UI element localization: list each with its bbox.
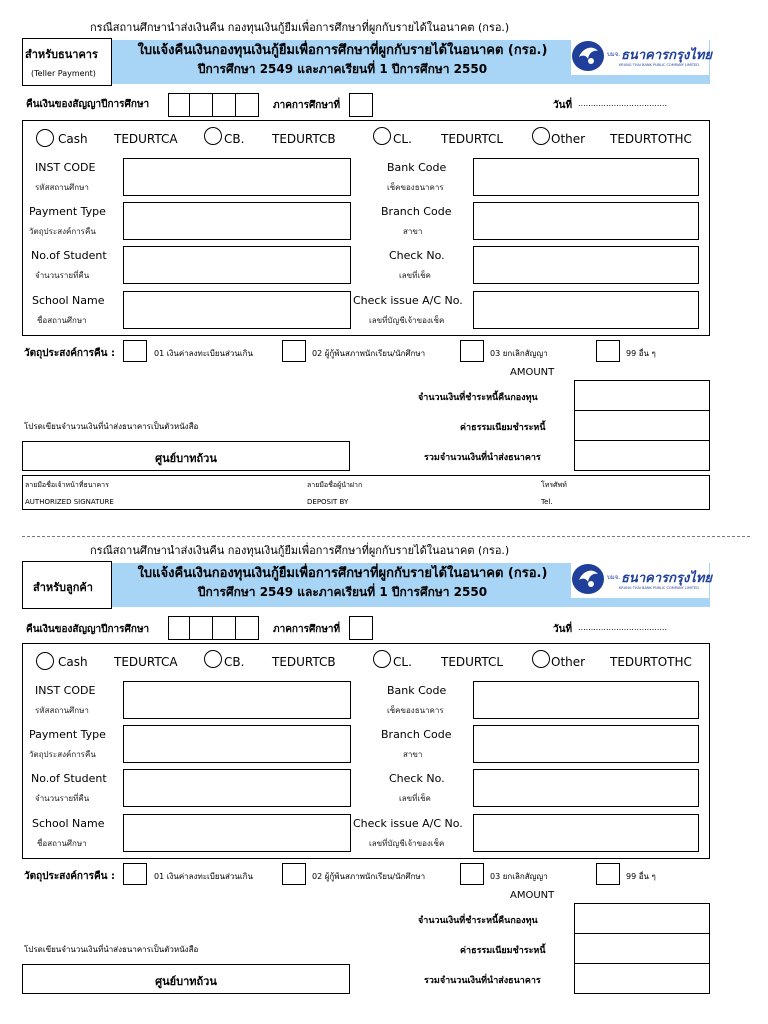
bank-logo [571,37,713,75]
purpose-label: วัตถุประสงค์การคืน : [24,348,115,359]
payment-type-input[interactable] [123,202,351,240]
check-no-th: เลขที่เช็ค [399,794,431,803]
school-name-th: ชื่อสถานศึกษา [37,839,87,848]
form-subtitle: ปีการศึกษา 2549 และภาคเรียนที่ 1 ปีการศึกษา 2550 [197,585,488,599]
details-box [22,120,710,336]
amount-row-2-input[interactable] [574,410,710,441]
no-of-student-input[interactable] [123,769,351,807]
contract-year-digit-3[interactable] [212,616,236,640]
option-cl-label: CL. [393,655,412,669]
check-no-input[interactable] [473,246,699,284]
branch-code-label: Branch Code [381,205,452,218]
amount-in-words: ศูนย์บาทถ้วน [155,452,217,465]
option-other-label: Other [551,655,586,669]
payment-type-th: วัตถุประสงค์การคืน [29,227,96,236]
sig-bank-en: AUTHORIZED SIGNATURE [25,498,114,506]
no-of-student-th: จำนวนรายที่คืน [35,271,90,280]
contract-year-label: คืนเงินของสัญญาปีการศึกษา [26,99,150,110]
branch-code-input[interactable] [473,725,699,763]
bank-code-input[interactable] [473,158,699,196]
write-words-note: โปรดเขียนจำนวนเงินที่นำส่งธนาคารเป็นตัวหนังสือ [24,945,199,954]
amount-row-2-input[interactable] [574,933,710,964]
bank-prefix: บมจ. [607,51,621,58]
semester-label: ภาคการศึกษาที่ [273,624,341,635]
school-name-label: School Name [32,294,105,307]
purpose-03-label: 03 ยกเลิกสัญญา [490,872,548,881]
school-name-label: School Name [32,817,105,830]
contract-year-digit-1[interactable] [168,93,190,117]
amount-row-3-label: รวมจำนวนเงินที่นำส่งธนาคาร [424,453,541,463]
option-cash-code: TEDURTCA [114,655,178,669]
purpose-99-checkbox[interactable] [596,863,620,885]
purpose-99-label: 99 อื่น ๆ [626,349,656,358]
contract-year-digit-3[interactable] [212,93,236,117]
no-of-student-input[interactable] [123,246,351,284]
bank-code-label: Bank Code [387,161,447,174]
bank-prefix: บมจ. [607,574,621,581]
date-label: วันที่ [553,100,573,111]
option-cash-code: TEDURTCA [114,132,178,146]
option-other-code: TEDURTOTHC [610,655,692,669]
inst-code-th: รหัสสถานศึกษา [35,706,89,715]
radio-cl[interactable] [373,127,391,145]
purpose-99-checkbox[interactable] [596,340,620,362]
check-ac-th: เลขที่บัญชีเจ้าของเช็ค [369,839,445,848]
contract-year-label: คืนเงินของสัญญาปีการศึกษา [26,624,150,635]
option-cl-label: CL. [393,132,412,146]
radio-cash[interactable] [36,129,54,147]
purpose-01-label: 01 เงินค่าลงทะเบียนส่วนเกิน [154,349,253,358]
semester-box[interactable] [349,93,373,117]
form-title: ใบแจ้งคืนเงินกองทุนเงินกู้ยืมเพื่อการศึกษาที่ผูกกับรายได้ในอนาคต (กรอ.) [137,43,548,58]
bank-code-th: เช็คของธนาคาร [387,183,444,192]
purpose-02-checkbox[interactable] [282,340,306,362]
branch-code-label: Branch Code [381,728,452,741]
amount-row-2-label: ค่าธรรมเนียมชำระหนี้ [460,946,546,956]
inst-code-label: INST CODE [35,161,96,174]
form-title: ใบแจ้งคืนเงินกองทุนเงินกู้ยืมเพื่อการศึกษาที่ผูกกับรายได้ในอนาคต (กรอ.) [137,566,548,581]
tel-en: Tel. [541,498,553,506]
payment-type-th: วัตถุประสงค์การคืน [29,750,96,759]
amount-row-1-label: จำนวนเงินที่ชำระหนี้คืนกองทุน [418,393,538,403]
check-ac-label: Check issue A/C No. [353,294,463,307]
branch-code-input[interactable] [473,202,699,240]
purpose-02-label: 02 ผู้กู้พ้นสภาพนักเรียน/นักศึกษา [312,872,426,881]
inst-code-input[interactable] [123,681,351,719]
no-of-student-th: จำนวนรายที่คืน [35,794,90,803]
school-name-input[interactable] [123,291,351,329]
amount-label: AMOUNT [510,890,555,901]
amount-row-3-input[interactable] [574,440,710,471]
purpose-03-label: 03 ยกเลิกสัญญา [490,349,548,358]
option-cb-label: CB. [224,132,245,146]
slip-heading: กรณีสถานศึกษานำส่งเงินคืน กองทุนเงินกู้ยืมเพื่อการศึกษาที่ผูกกับรายได้ในอนาคต (กรอ.) [90,21,510,34]
semester-box[interactable] [349,616,373,640]
contract-year-digit-1[interactable] [168,616,190,640]
branch-code-th: สาขา [403,227,423,236]
amount-label: AMOUNT [510,367,555,378]
sig-dep-en: DEPOSIT BY [307,498,349,506]
contract-year-digit-4[interactable] [235,93,259,117]
check-ac-input[interactable] [473,291,699,329]
radio-cb[interactable] [204,650,222,668]
payment-type-input[interactable] [123,725,351,763]
option-cl-code: TEDURTCL [441,132,504,146]
option-cb-label: CB. [224,655,245,669]
amount-row-3-label: รวมจำนวนเงินที่นำส่งธนาคาร [424,976,541,986]
option-cb-code: TEDURTCB [272,132,336,146]
amount-in-words: ศูนย์บาทถ้วน [155,975,217,988]
form-subtitle: ปีการศึกษา 2549 และภาคเรียนที่ 1 ปีการศึกษา 2550 [197,62,488,76]
check-ac-input[interactable] [473,814,699,852]
amount-row-2-label: ค่าธรรมเนียมชำระหนี้ [460,423,546,433]
slip-heading: กรณีสถานศึกษานำส่งเงินคืน กองทุนเงินกู้ยืมเพื่อการศึกษาที่ผูกกับรายได้ในอนาคต (กรอ.) [90,544,510,557]
purpose-03-checkbox[interactable] [460,863,484,885]
option-cb-code: TEDURTCB [272,655,336,669]
amount-row-3-input[interactable] [574,963,710,994]
option-cl-code: TEDURTCL [441,655,504,669]
amount-row-1-input[interactable] [574,903,710,934]
check-ac-label: Check issue A/C No. [353,817,463,830]
check-no-input[interactable] [473,769,699,807]
amount-in-words-box[interactable] [22,964,350,994]
contract-year-digit-4[interactable] [235,616,259,640]
details-box [22,643,710,859]
date-field[interactable]: ................................... [578,99,668,108]
no-of-student-label: No.of Student [31,249,107,262]
customer-copy-slip [0,523,768,1024]
copy-label: สำหรับธนาคาร [25,48,98,61]
purpose-02-label: 02 ผู้กู้พ้นสภาพนักเรียน/นักศึกษา [312,349,426,358]
inst-code-label: INST CODE [35,684,96,697]
bank-name-en: KRUNG THAI BANK PUBLIC COMPANY LIMITED [619,586,699,590]
amount-in-words-box[interactable] [22,441,350,471]
bank-name: ธนาคารกรุงไทย [621,571,713,586]
signature-row [22,475,710,510]
inst-code-input[interactable] [123,158,351,196]
write-words-note: โปรดเขียนจำนวนเงินที่นำส่งธนาคารเป็นตัวหนังสือ [24,422,199,431]
sig-dep-th: ลายมือชื่อผู้นำฝาก [307,481,363,489]
bank-code-input[interactable] [473,681,699,719]
bank-code-th: เช็คของธนาคาร [387,706,444,715]
check-no-th: เลขที่เช็ค [399,271,431,280]
purpose-03-checkbox[interactable] [460,340,484,362]
option-other-code: TEDURTOTHC [610,132,692,146]
inst-code-th: รหัสสถานศึกษา [35,183,89,192]
purpose-02-checkbox[interactable] [282,863,306,885]
check-ac-th: เลขที่บัญชีเจ้าของเช็ค [369,316,445,325]
option-cash-label: Cash [58,132,88,146]
sig-bank-th: ลายมือชื่อเจ้าหน้าที่ธนาคาร [25,481,109,489]
purpose-99-label: 99 อื่น ๆ [626,872,656,881]
contract-year-digit-2[interactable] [189,93,213,117]
purpose-01-checkbox[interactable] [123,863,147,885]
purpose-label: วัตถุประสงค์การคืน : [24,871,115,882]
amount-row-1-label: จำนวนเงินที่ชำระหนี้คืนกองทุน [418,916,538,926]
check-no-label: Check No. [389,249,445,262]
radio-other[interactable] [532,650,550,668]
bank-logo [571,560,713,598]
copy-label-box [22,38,112,86]
radio-cl[interactable] [373,650,391,668]
payment-type-label: Payment Type [29,728,106,741]
semester-label: ภาคการศึกษาที่ [273,100,341,111]
bank-code-label: Bank Code [387,684,447,697]
date-field[interactable]: ................................... [578,623,668,632]
date-label: วันที่ [553,624,573,635]
bank-name-en: KRUNG THAI BANK PUBLIC COMPANY LIMITED [619,63,699,67]
check-no-label: Check No. [389,772,445,785]
branch-code-th: สาขา [403,750,423,759]
amount-row-1-input[interactable] [574,380,710,411]
payment-type-label: Payment Type [29,205,106,218]
purpose-01-label: 01 เงินค่าลงทะเบียนส่วนเกิน [154,872,253,881]
copy-sublabel: (Teller Payment) [31,69,96,78]
contract-year-digit-2[interactable] [189,616,213,640]
copy-label: สำหรับลูกค้า [33,581,93,594]
purpose-01-checkbox[interactable] [123,340,147,362]
no-of-student-label: No.of Student [31,772,107,785]
radio-cb[interactable] [204,127,222,145]
bank-name: ธนาคารกรุงไทย [621,48,713,63]
option-cash-label: Cash [58,655,88,669]
copy-label-box [22,561,112,609]
radio-cash[interactable] [36,652,54,670]
option-other-label: Other [551,132,586,146]
tel-th: โทรศัพท์ [541,481,567,489]
school-name-input[interactable] [123,814,351,852]
radio-other[interactable] [532,127,550,145]
school-name-th: ชื่อสถานศึกษา [37,316,87,325]
